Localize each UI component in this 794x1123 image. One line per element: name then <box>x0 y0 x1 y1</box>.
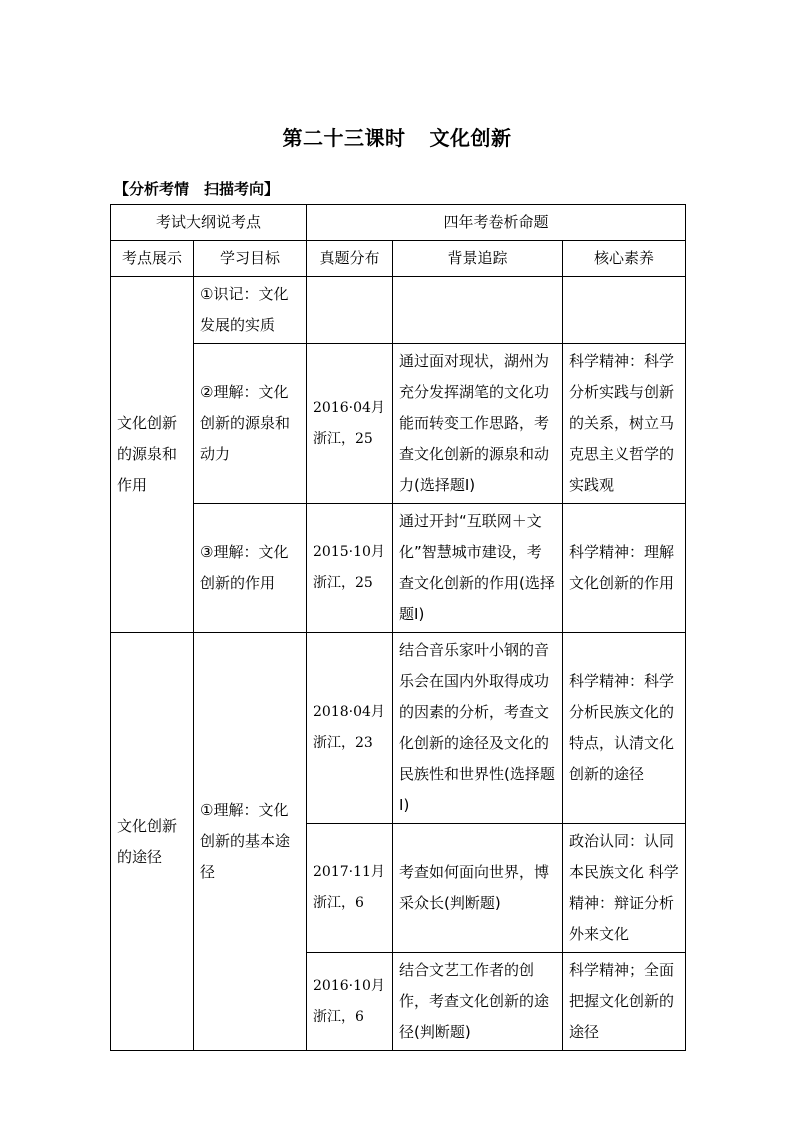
goal-cell: ②理解：文化创新的源泉和动力 <box>194 344 307 504</box>
title-topic: 文化创新 <box>429 126 512 150</box>
goal-cell: ①识记：文化发展的实质 <box>194 277 307 344</box>
background-cell: 通过面对现状，湖州为充分发挥湖笔的文化功能而转变工作思路，考查文化创新的源泉和动力(选择题Ⅰ) <box>393 344 563 504</box>
section-subtitle: 【分析考情 扫描考向】 <box>114 180 280 198</box>
core-cell: 科学精神：科学分析民族文化的特点，认清文化创新的途径 <box>563 633 686 824</box>
table-row <box>111 504 686 633</box>
title-lesson: 第二十三课时 <box>282 126 406 150</box>
distribution-cell: 2015·10月浙江，25 <box>307 504 393 633</box>
distribution-cell: 2018·04月浙江，23 <box>307 633 393 824</box>
core-cell: 科学精神：理解文化创新的作用 <box>563 504 686 633</box>
distribution-cell: 2017·11月浙江，6 <box>307 824 393 953</box>
header-distribution: 真题分布 <box>307 241 393 277</box>
group-header-exams: 四年考卷析命题 <box>307 205 686 241</box>
header-topic: 考点展示 <box>111 241 194 277</box>
distribution-cell: 2016·04月浙江，25 <box>307 344 393 504</box>
group-header-syllabus: 考试大纲说考点 <box>111 205 307 241</box>
background-cell: 考查如何面向世界，博采众长(判断题) <box>393 824 563 953</box>
topic-cell: 文化创新的源泉和作用 <box>111 277 194 633</box>
header-background: 背景追踪 <box>393 241 563 277</box>
distribution-cell <box>307 277 393 344</box>
exam-analysis-table <box>110 204 686 1051</box>
page-title <box>0 122 794 151</box>
header-goal: 学习目标 <box>194 241 307 277</box>
table-row <box>111 633 686 824</box>
core-cell: 科学精神；全面把握文化创新的途径 <box>563 953 686 1051</box>
core-cell: 政治认同：认同本民族文化 科学精神：辩证分析外来文化 <box>563 824 686 953</box>
background-cell: 结合文艺工作者的创作，考查文化创新的途径(判断题) <box>393 953 563 1051</box>
goal-cell: ①理解：文化创新的基本途径 <box>194 633 307 1051</box>
core-cell <box>563 277 686 344</box>
header-core: 核心素养 <box>563 241 686 277</box>
background-cell <box>393 277 563 344</box>
table-row <box>111 344 686 504</box>
distribution-cell: 2016·10月浙江，6 <box>307 953 393 1051</box>
goal-cell: ③理解：文化创新的作用 <box>194 504 307 633</box>
core-cell: 科学精神：科学分析实践与创新的关系，树立马克思主义哲学的实践观 <box>563 344 686 504</box>
background-cell: 通过开封“互联网＋文化”智慧城市建设，考查文化创新的作用(选择题Ⅰ) <box>393 504 563 633</box>
background-cell: 结合音乐家叶小钢的音乐会在国内外取得成功的因素的分析，考查文化创新的途径及文化的民族性和世界性(选择题Ⅰ) <box>393 633 563 824</box>
table-row <box>111 277 686 344</box>
topic-cell: 文化创新的途径 <box>111 633 194 1051</box>
